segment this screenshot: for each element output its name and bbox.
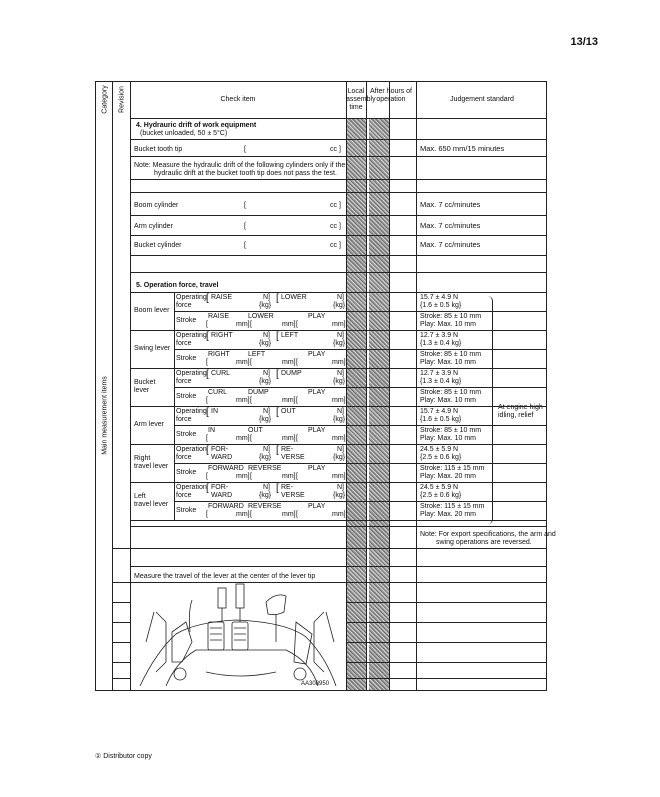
bracket: [ [250, 397, 252, 404]
force-direction-2b: VERSE [281, 454, 305, 461]
stroke-direction: RAISE [208, 313, 230, 320]
stroke-unit: mm] [332, 397, 346, 404]
force-direction-2b: VERSE [281, 492, 305, 499]
stroke-label: Stroke [176, 507, 197, 514]
stroke-standard: Stroke: 115 ± 15 mm [420, 503, 485, 510]
bracket: [ [296, 435, 298, 442]
bracket: [ [250, 321, 252, 328]
stroke-direction: CURL [208, 389, 228, 396]
lever-name: Arm lever [134, 421, 164, 428]
force-unit-n: N] [337, 408, 344, 415]
force-label: Operation [176, 446, 207, 453]
bracket: [ [250, 473, 252, 480]
force-standard-line2: {2.5 ± 0.6 kg} [420, 454, 462, 461]
bracket: [ [296, 473, 298, 480]
stroke-direction: PLAY [308, 503, 326, 510]
stroke-unit: mm] [236, 359, 250, 366]
force-direction-1: RIGHT [211, 332, 233, 339]
engine-condition-line2: idling, relief [498, 412, 534, 419]
category-header: Category [101, 85, 109, 114]
force-unit-kg: {kg} [259, 492, 272, 499]
force-direction-1: FOR- [211, 446, 229, 453]
force-unit-kg: {kg} [333, 454, 346, 461]
arm-cylinder-label: Arm cylinder [134, 223, 173, 230]
stroke-direction: LOWER [248, 313, 274, 320]
stroke-standard: Stroke: 85 ± 10 mm [420, 389, 482, 396]
bracket: [ [276, 445, 279, 456]
stroke-direction: FORWARD [208, 503, 244, 510]
stroke-unit: mm] [282, 435, 296, 442]
drift-note-line2: hydraulic drift at the bucket tooth tip does not pass the test. [154, 170, 337, 177]
lever-name-line2: lever [134, 387, 150, 394]
force-standard-line2: {1.6 ± 0.5 kg} [420, 416, 462, 423]
shaded-column-after-hours-2 [369, 118, 389, 690]
stroke-direction: DUMP [248, 389, 269, 396]
stroke-direction: IN [208, 427, 215, 434]
bracket: [ [296, 397, 298, 404]
force-unit-n: N] [337, 332, 344, 339]
arm-cylinder-unit: cc ] [330, 223, 341, 230]
boom-cylinder-label: Boom cylinder [134, 202, 179, 209]
force-label-line2: force [176, 302, 192, 309]
lever-name: Left [134, 493, 146, 500]
force-direction-2: RE- [281, 446, 294, 453]
force-unit-kg: {kg} [259, 454, 272, 461]
stroke-unit: mm] [236, 435, 250, 442]
force-unit-n: N] [337, 294, 344, 301]
force-standard-line2: {1.3 ± 0.4 kg} [420, 340, 462, 347]
bracket: [ [206, 397, 208, 404]
stroke-standard: Stroke: 115 ± 15 mm [420, 465, 485, 472]
force-standard: 24.5 ± 5.9 N [420, 446, 459, 453]
bucket-tooth-unit: cc ] [330, 146, 341, 153]
bracket: [ [206, 473, 208, 480]
force-standard-line2: {2.5 ± 0.6 kg} [420, 492, 462, 499]
stroke-standard: Stroke: 85 ± 10 mm [420, 313, 482, 320]
bucket-cylinder-standard: Max. 7 cc/minutes [420, 240, 481, 249]
stroke-standard: Stroke: 85 ± 10 mm [420, 351, 482, 358]
stroke-unit: mm] [236, 397, 250, 404]
stroke-direction: LEFT [248, 351, 266, 358]
force-direction-1: RAISE [211, 294, 233, 301]
force-unit-kg: {kg} [333, 302, 346, 309]
revision-header: Revision [118, 86, 126, 113]
stroke-unit: mm] [236, 321, 250, 328]
page-number: 13/13 [570, 36, 598, 48]
stroke-standard-line2: Play: Max. 20 mm [420, 473, 477, 480]
boom-cylinder-unit: cc ] [330, 202, 341, 209]
force-standard-line2: {1.3 ± 0.4 kg} [420, 378, 462, 385]
stroke-label: Stroke [176, 431, 197, 438]
force-direction-2: LOWER [281, 294, 307, 301]
stroke-unit: mm] [282, 359, 296, 366]
bracket: [ [276, 483, 279, 494]
stroke-unit: mm] [282, 321, 296, 328]
force-standard: 12.7 ± 3.9 N [420, 332, 459, 339]
arm-cylinder-standard: Max. 7 cc/minutes [420, 221, 481, 230]
bracket: [ [206, 435, 208, 442]
force-label-line2: force [176, 454, 192, 461]
bracket: [ [276, 369, 279, 380]
force-unit-kg: {kg} [259, 416, 272, 423]
force-direction-1: FOR- [211, 484, 229, 491]
export-note-line1: Note: For export specifications, the arm and [420, 531, 556, 538]
force-direction-2: OUT [281, 408, 296, 415]
bracket: [ [296, 511, 298, 518]
bracket: [ [296, 321, 298, 328]
bracket: [ [276, 331, 279, 342]
lever-name: Right [134, 455, 151, 462]
stroke-direction: FORWARD [208, 465, 244, 472]
judgement-header: Judgement standard [450, 96, 514, 103]
bracket: [ [206, 359, 208, 366]
bucket-tooth-label: Bucket tooth tip [134, 146, 183, 153]
force-direction-2: RE- [281, 484, 294, 491]
lever-name: Swing lever [134, 345, 171, 352]
lever-name: Bucket [134, 379, 156, 386]
section4-subtitle: (bucket unloaded, 50 ± 5°C) [140, 130, 228, 137]
after-hours-header: After hours of operation [369, 88, 413, 103]
force-label: Operating [176, 408, 207, 415]
lever-name-line2: travel lever [134, 463, 169, 470]
distributor-copy-footer: ① Distributor copy [95, 753, 152, 760]
stroke-direction: REVERSE [248, 465, 282, 472]
bracket: [ [206, 511, 208, 518]
stroke-direction: PLAY [308, 389, 326, 396]
force-direction-2: LEFT [281, 332, 299, 339]
bucket-cylinder-bracket: [ [244, 242, 246, 249]
inspection-table [95, 81, 556, 691]
bracket: [ [276, 293, 279, 304]
force-unit-kg: {kg} [259, 340, 272, 347]
stroke-standard-line2: Play: Max. 20 mm [420, 511, 477, 518]
force-standard: 12.7 ± 3.9 N [420, 370, 459, 377]
stroke-unit: mm] [332, 435, 346, 442]
bracket: [ [206, 369, 209, 380]
stroke-unit: mm] [332, 473, 346, 480]
force-unit-n: N] [263, 446, 270, 453]
bracket: [ [206, 331, 209, 342]
stroke-label: Stroke [176, 355, 197, 362]
force-label: Operation [176, 484, 207, 491]
force-direction-2: DUMP [281, 370, 302, 377]
section4-title: 4. Hydrauric drift of work equipment [136, 122, 257, 129]
stroke-unit: mm] [282, 397, 296, 404]
stroke-direction: PLAY [308, 313, 326, 320]
check-item-header: Check item [220, 96, 256, 103]
bracket: [ [206, 407, 209, 418]
force-unit-n: N] [337, 370, 344, 377]
stroke-unit: mm] [282, 511, 296, 518]
measure-note: Measure the travel of the lever at the center of the lever tip [134, 573, 316, 580]
force-unit-n: N] [263, 370, 270, 377]
force-unit-kg: {kg} [259, 378, 272, 385]
bracket: [ [206, 445, 209, 456]
stroke-standard-line2: Play: Max. 10 mm [420, 435, 477, 442]
bracket: [ [206, 321, 208, 328]
export-note-line2: swing operations are reversed. [436, 539, 532, 546]
stroke-direction: PLAY [308, 427, 326, 434]
stroke-label: Stroke [176, 393, 197, 400]
stroke-label: Stroke [176, 469, 197, 476]
bracket: [ [206, 483, 209, 494]
stroke-unit: mm] [332, 511, 346, 518]
force-standard: 15.7 ± 4.9 N [420, 408, 459, 415]
stroke-label: Stroke [176, 317, 197, 324]
bracket: [ [276, 407, 279, 418]
force-label-line2: force [176, 416, 192, 423]
bracket: [ [250, 511, 252, 518]
lever-illustration [136, 582, 344, 688]
force-unit-kg: {kg} [333, 378, 346, 385]
force-unit-kg: {kg} [259, 302, 272, 309]
bracket: [ [250, 359, 252, 366]
stroke-direction: OUT [248, 427, 263, 434]
force-label-line2: force [176, 378, 192, 385]
force-unit-n: N] [263, 484, 270, 491]
stroke-standard-line2: Play: Max. 10 mm [420, 397, 477, 404]
force-unit-n: N] [337, 446, 344, 453]
lever-name: Boom lever [134, 307, 170, 314]
force-unit-n: N] [263, 408, 270, 415]
stroke-direction: PLAY [308, 351, 326, 358]
force-label-line2: force [176, 340, 192, 347]
local-assembly-header: Local assembly time [346, 88, 376, 111]
stroke-unit: mm] [236, 473, 250, 480]
force-direction-1b: WARD [211, 454, 233, 461]
bucket-cylinder-label: Bucket cylinder [134, 242, 182, 249]
stroke-unit: mm] [282, 473, 296, 480]
force-label-line2: force [176, 492, 192, 499]
stroke-unit: mm] [332, 321, 346, 328]
bracket: [ [296, 359, 298, 366]
force-label: Operating [176, 332, 207, 339]
engine-condition-line1: At engine high [498, 404, 543, 411]
stroke-unit: mm] [332, 359, 346, 366]
force-direction-1: CURL [211, 370, 231, 377]
force-direction-1b: WARD [211, 492, 233, 499]
stroke-direction: REVERSE [248, 503, 282, 510]
drift-note-line1: Note: Measure the hydraulic drift of the following cylinders only if the [134, 162, 346, 169]
force-unit-n: N] [263, 332, 270, 339]
bracket: [ [250, 435, 252, 442]
force-standard-line2: {1.6 ± 0.5 kg} [420, 302, 462, 309]
stroke-standard-line2: Play: Max. 10 mm [420, 321, 477, 328]
bucket-tooth-standard: Max. 650 mm/15 minutes [420, 144, 505, 153]
bracket: [ [206, 293, 209, 304]
category-side-label: Main measurement items [101, 376, 109, 455]
boom-cylinder-bracket: [ [244, 202, 246, 209]
force-label: Operating [176, 370, 207, 377]
stroke-direction: RIGHT [208, 351, 230, 358]
force-standard: 15.7 ± 4.9 N [420, 294, 459, 301]
bucket-cylinder-unit: cc ] [330, 242, 341, 249]
force-direction-1: IN [211, 408, 218, 415]
lever-name-line2: travel lever [134, 501, 169, 508]
bucket-tooth-bracket: [ [244, 146, 246, 153]
force-unit-n: N] [263, 294, 270, 301]
force-unit-n: N] [337, 484, 344, 491]
force-unit-kg: {kg} [333, 340, 346, 347]
force-label: Operating [176, 294, 207, 301]
force-standard: 24.5 ± 5.9 N [420, 484, 459, 491]
figure-code: AA308950 [301, 681, 330, 687]
boom-cylinder-standard: Max. 7 cc/minutes [420, 200, 481, 209]
stroke-standard-line2: Play: Max. 10 mm [420, 359, 477, 366]
force-unit-kg: {kg} [333, 492, 346, 499]
arm-cylinder-bracket: [ [244, 223, 246, 230]
section5-title: 5. Operation force, travel [136, 282, 219, 289]
stroke-direction: PLAY [308, 465, 326, 472]
stroke-unit: mm] [236, 511, 250, 518]
stroke-standard: Stroke: 85 ± 10 mm [420, 427, 482, 434]
force-unit-kg: {kg} [333, 416, 346, 423]
